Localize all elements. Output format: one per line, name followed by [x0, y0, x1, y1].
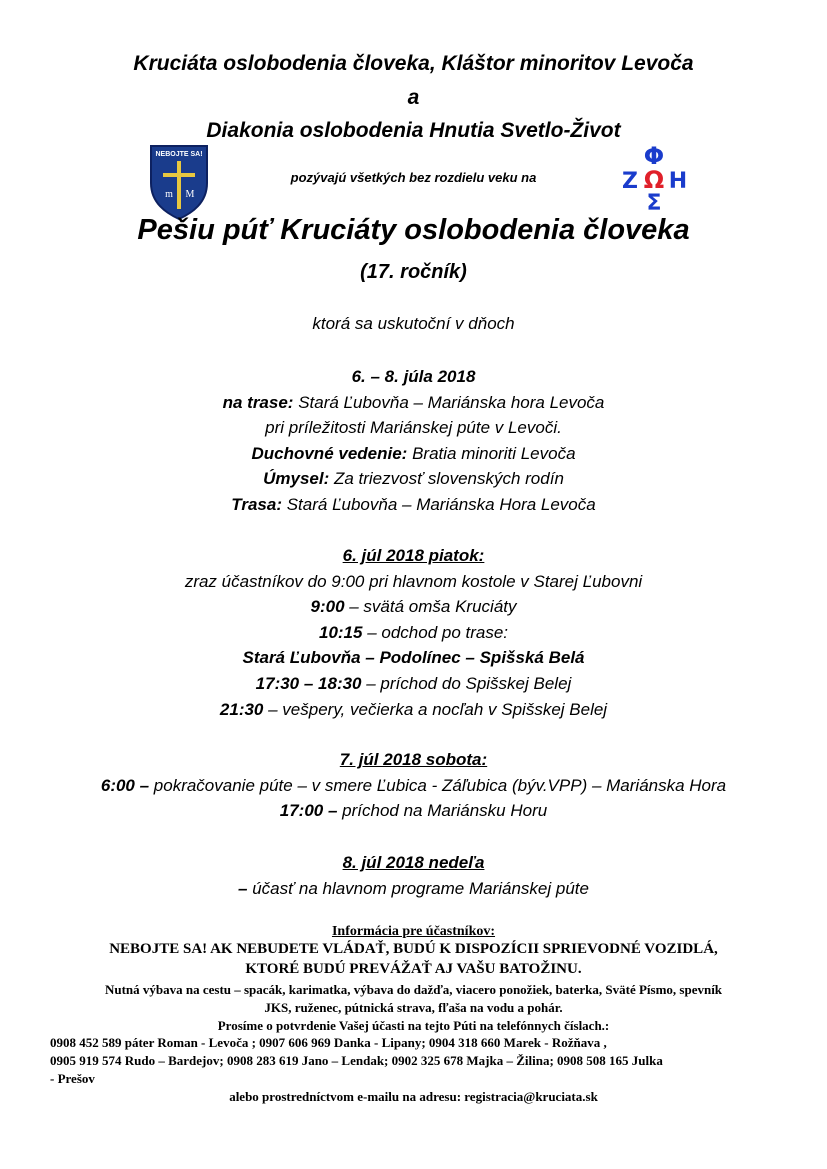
day1-item-4	[0, 697, 827, 723]
header-organizer-1: Kruciáta oslobodenia človeka, Kláštor minoritov Levoča	[133, 52, 694, 75]
invitation-line: pozývajú všetkých bez rozdielu veku na	[290, 170, 537, 185]
day1-text-1: – svätá omša Kruciáty	[344, 597, 517, 617]
day2-time-1: 6:00 –	[100, 775, 150, 795]
shield-letter-small: m	[165, 189, 173, 200]
day2-heading: 7. júl 2018 sobota:	[339, 750, 488, 769]
info-phones-2: 0905 919 574 Rudo – Bardejov; 0908 283 619 Jano – Lendak; 0902 325 678 Majka – Žilina; 0908 508 165 Julka	[50, 1053, 663, 1068]
day1-time-4: 21:30	[219, 699, 264, 719]
day1-item-2	[0, 620, 827, 646]
route-value: Stará Ľubovňa – Mariánska hora Levoča	[293, 392, 605, 412]
day2-item-2	[0, 798, 827, 824]
day2-text-2: príchod na Mariánsku Horu	[337, 801, 548, 821]
header-organizer-2: Diakonia oslobodenia Hnutia Svetlo-Život	[206, 119, 621, 142]
info-caps-1: NEBOJTE SA! AK NEBUDETE VLÁDAŤ, BUDÚ K DISPOZÍCII SPRIEVODNÉ VOZIDLÁ,	[109, 941, 718, 957]
summary-occasion: pri príležitosti Mariánskej púte v Levoči.	[265, 418, 562, 438]
day3-text: účasť na hlavnom programe Mariánskej púte	[247, 878, 589, 898]
day2-time-2: 17:00 –	[279, 801, 338, 821]
info-email: alebo prostredníctvom e-mailu na adresu: registracia@kruciata.sk	[229, 1089, 598, 1104]
day3-dash: –	[238, 878, 248, 898]
shield-top-text: NEBOJTE SA!	[155, 151, 203, 158]
info-confirm: Prosíme o potvrdenie Vašej účasti na tejto Púti na telefónnych číslach.:	[217, 1018, 610, 1033]
info-gear-2: JKS, ruženec, pútnická strava, fľaša na vodu a pohár.	[264, 1000, 563, 1015]
zoe-logo	[616, 140, 692, 212]
shield-letter-large: M	[185, 189, 195, 200]
info-phones-1: 0908 452 589 páter Roman - Levoča ; 0907 606 969 Danka - Lipany; 0904 318 660 Marek - Rožňava ,	[50, 1035, 607, 1050]
trasa-label: Trasa:	[231, 494, 282, 514]
info-gear-1: Nutná výbava na cestu – spacák, karimatka, výbava do dažďa, viacero ponožiek, baterka, Sväté Písmo, spevník	[104, 982, 723, 997]
day3-heading: 8. júl 2018 nedeľa	[342, 853, 485, 872]
day3-item	[0, 876, 827, 902]
day1-text-4: – vešpery, večierka a nocľah v Spišskej Belej	[263, 699, 608, 719]
summary-route	[0, 390, 827, 416]
zoe-sigma-letter: Σ	[646, 191, 662, 212]
header-conjunction: a	[407, 86, 420, 109]
day3-block	[0, 850, 827, 901]
day1-text-2: – odchod po trase:	[362, 622, 509, 642]
summary-trasa	[0, 492, 827, 518]
info-phones-3: - Prešov	[50, 1071, 95, 1086]
intention-label: Úmysel:	[263, 469, 330, 489]
zoe-omega-letter: Ω	[643, 166, 665, 194]
info-caps-2: KTORÉ BUDÚ PREVÁŽAŤ AJ VAŠU BATOŽINU.	[245, 961, 582, 977]
info-heading: Informácia pre účastníkov:	[331, 924, 496, 939]
trasa-value: Stará Ľubovňa – Mariánska Hora Levoča	[281, 494, 596, 514]
day2-block	[0, 747, 827, 824]
summary-dates: 6. – 8. júla 2018	[351, 367, 476, 386]
day1-item-3	[0, 671, 827, 697]
intro-line: ktorá sa uskutoční v dňoch	[312, 314, 515, 333]
summary-spiritual	[0, 441, 827, 467]
day1-item-1	[0, 594, 827, 620]
day1-time-1: 9:00	[310, 597, 345, 617]
day1-time-3: 17:30 – 18:30	[255, 673, 362, 693]
edition-label: (17. ročník)	[360, 261, 467, 283]
summary-intention	[0, 466, 827, 492]
day1-gathering: zraz účastníkov do 9:00 pri hlavnom kostole v Starej Ľubovni	[184, 571, 643, 591]
spiritual-value: Bratia minoriti Levoča	[407, 443, 576, 463]
day1-route: Stará Ľubovňa – Podolínec – Spišská Belá	[242, 648, 585, 668]
day1-block	[0, 543, 827, 722]
pilgrimage-title: Pešiu púť Kruciáty oslobodenia človeka	[137, 214, 690, 246]
route-label: na trase:	[222, 392, 294, 412]
day2-text-1: pokračovanie púte – v smere Ľubica - Záľubica (býv.VPP) – Mariánska Hora	[149, 775, 727, 795]
spiritual-label: Duchovné vedenie:	[251, 443, 408, 463]
zoe-eta-letter: Η	[668, 169, 688, 194]
zoe-phi-letter: Φ	[643, 142, 665, 170]
day1-text-3: – príchod do Spišskej Belej	[361, 673, 572, 693]
day1-time-2: 10:15	[318, 622, 363, 642]
zoe-z-letter: Z	[622, 169, 638, 194]
day2-item-1	[0, 773, 827, 799]
day1-heading: 6. júl 2018 piatok:	[342, 546, 485, 565]
summary-block	[0, 364, 827, 518]
intention-value: Za triezvosť slovenských rodín	[329, 469, 564, 489]
